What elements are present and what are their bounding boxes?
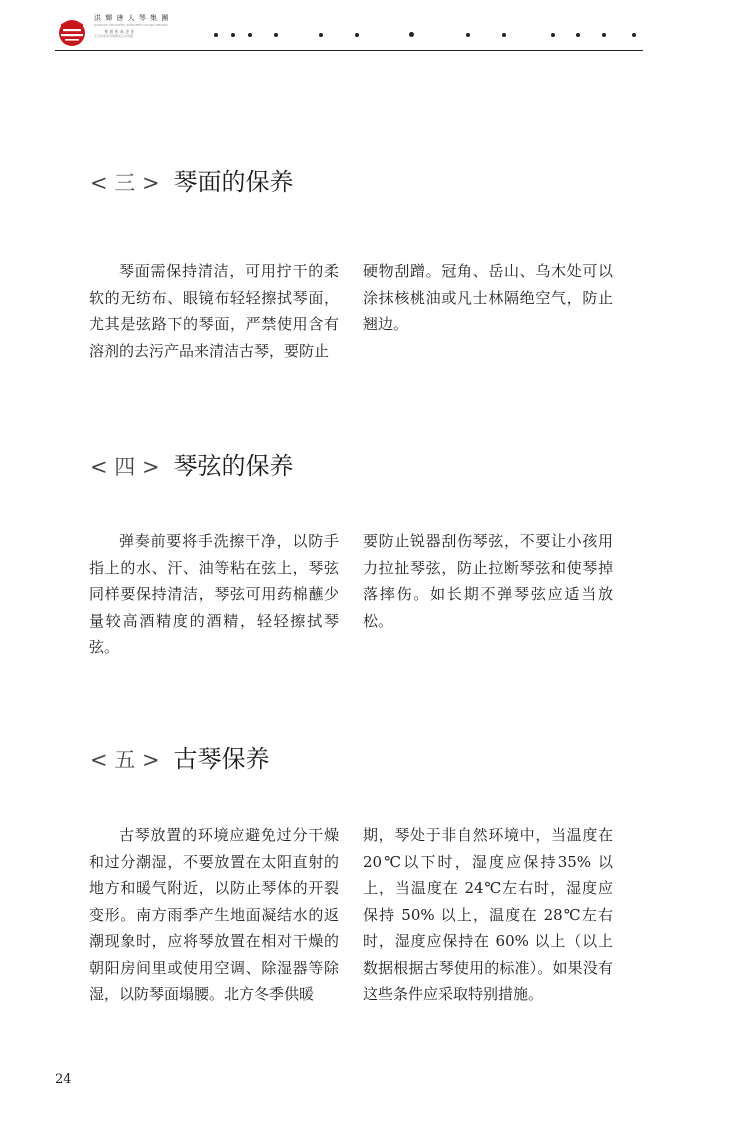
header-dot (355, 33, 359, 37)
body-column-right (363, 258, 613, 338)
header-dot (551, 33, 555, 37)
section-number: < 四 > (90, 455, 160, 479)
brand-slogan: 琴 道 传 承 企 业 (104, 29, 135, 34)
brand-name: 洪 輝 唐 人 琴 集 團 (94, 14, 170, 22)
section-heading (90, 743, 270, 776)
header-dot (319, 33, 323, 37)
paragraph: 期，琴处于非自然环境中，当温度在20℃以下时，湿度应保持35% 以上，当温度在 24℃左右时，湿度应保持 50% 以上，温度在 28℃左右时，湿度应保持在 60% 以上（以上数据根据古琴使用的标准）。如果没有这些条件应采取特别措施。 (363, 826, 613, 1003)
body-column-right (363, 822, 613, 1008)
body-column-left (89, 528, 339, 661)
header-dot (274, 33, 278, 37)
body-column-left (89, 822, 339, 1008)
header-dot (409, 32, 414, 37)
header-dot (466, 33, 470, 37)
paragraph: 琴面需保持清洁，可用拧干的柔软的无纺布、眼镜布轻轻擦拭琴面，尤其是弦路下的琴面，严禁使用含有溶剂的去污产品来清洁古琴，要防止 (89, 262, 339, 360)
header-divider (55, 50, 643, 51)
section-number: < 五 > (90, 748, 160, 772)
company-logo-icon (55, 19, 89, 47)
body-column-right (363, 528, 613, 634)
paragraph: 古琴放置的环境应避免过分干燥和过分潮湿，不要放置在太阳直射的地方和暖气附近，以防止琴体的开裂变形。南方雨季产生地面凝结水的返潮现象时，应将琴放置在相对干燥的朝阳房间里或使用空调、除湿器等除湿，以防琴面塌腰。北方冬季供暖 (89, 826, 339, 1003)
paragraph: 硬物刮蹭。冠角、岳山、乌木处可以涂抹核桃油或凡士林隔绝空气，防止翘边。 (363, 262, 613, 333)
paragraph: 弹奏前要将手洗擦干净，以防手指上的水、汗、油等粘在弦上，琴弦同样要保持清洁，琴弦可用药棉蘸少量较高酒精度的酒精，轻轻擦拭琴弦。 (89, 532, 339, 656)
brand-address: 江苏省南京市建邺区江东中路 (94, 34, 134, 38)
section-number: < 三 > (90, 171, 160, 195)
header-dot (632, 33, 636, 37)
header-dot (248, 33, 252, 37)
section-heading (90, 166, 294, 199)
header-dot (214, 33, 218, 37)
page-header (0, 0, 750, 60)
header-dot (502, 33, 506, 37)
page-number: 24 (55, 1072, 72, 1087)
paragraph: 要防止锐器刮伤琴弦，不要让小孩用力拉扯琴弦，防止拉断琴弦和使琴掉落摔伤。如长期不弹琴弦应适当放松。 (363, 532, 613, 630)
body-column-left (89, 258, 339, 364)
brand-text (94, 14, 170, 38)
header-dot (231, 33, 235, 37)
section-heading (90, 450, 294, 483)
section-title: 琴面的保养 (173, 168, 294, 196)
brand-english: JIANGSU HONGHUI TANGREN GUQIN GROUP (94, 23, 168, 27)
header-dot (602, 33, 606, 37)
section-title: 古琴保养 (173, 745, 270, 773)
section-title: 琴弦的保养 (173, 452, 294, 480)
header-dot (576, 33, 580, 37)
